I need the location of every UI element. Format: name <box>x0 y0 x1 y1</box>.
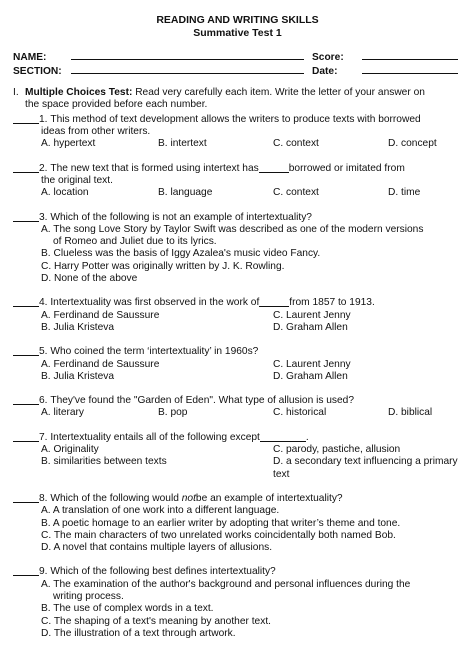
score-field[interactable] <box>362 50 458 60</box>
options <box>13 310 462 335</box>
option-d: D. biblical <box>388 407 433 419</box>
student-info-header <box>13 50 462 78</box>
option-c: C. historical <box>273 407 327 419</box>
option-b: B. pop <box>158 407 188 419</box>
option-c: C. context <box>273 187 319 199</box>
date-field[interactable] <box>362 64 458 74</box>
question-3 <box>13 212 462 286</box>
option-b: B. Julia Kristeva <box>41 321 115 333</box>
option-a-cont: writing process. <box>53 591 124 603</box>
question-5 <box>13 346 462 383</box>
option-c: C. The main characters of two unrelated works coincidentally both named Bob. <box>41 529 396 541</box>
option-a: A. The song Love Story by Taylor Swift was described as one of the modern versions <box>41 223 424 235</box>
option-a: A. literary <box>41 407 85 419</box>
option-b: B. language <box>158 187 213 199</box>
option-b: B. Julia Kristeva <box>41 370 115 382</box>
option-b: B. The use of complex words in a text. <box>41 603 214 615</box>
question-number: 9. <box>39 566 48 578</box>
option-c: C. The shaping of a text's meaning by another text. <box>41 615 271 627</box>
question-text: the original text. <box>41 175 113 186</box>
question-text: ideas from other writers. <box>41 126 151 138</box>
instructions <box>13 87 462 112</box>
option-a: A. Originality <box>41 444 99 456</box>
option-a: A. A translation of one work into a different language. <box>41 505 280 517</box>
question-9 <box>13 566 462 640</box>
option-a: A. Ferdinand de Saussure <box>41 309 160 321</box>
option-c: C. parody, pastiche, allusion <box>273 444 401 456</box>
instructions-text-2: the space provided before each number. <box>25 99 208 111</box>
option-b: B. A poetic homage to an earlier writer by adopting that writer’s theme and tone. <box>41 517 401 529</box>
name-label: NAME: <box>13 52 47 63</box>
option-b: B. similarities between texts <box>41 456 167 468</box>
section-label: SECTION: <box>13 66 62 77</box>
option-d: D. Graham Allen <box>273 370 348 382</box>
question-text: Which of the following would <box>50 492 179 504</box>
inline-blank[interactable] <box>259 163 289 173</box>
question-number: 7. <box>39 431 48 443</box>
question-number: 5. <box>39 346 48 358</box>
option-a: A. hypertext <box>41 138 96 150</box>
option-c: C. Laurent Jenny <box>273 358 351 370</box>
question-emphasis: not <box>181 492 196 504</box>
question-1 <box>13 114 462 151</box>
question-text: This method of text development allows the writers to produce texts with borrowed <box>50 113 421 125</box>
question-number: 6. <box>39 395 48 407</box>
section-date-row <box>13 64 462 78</box>
answer-blank[interactable] <box>13 346 39 356</box>
question-text: Which of the following best defines intertextuality? <box>50 566 276 578</box>
question-2 <box>13 163 462 200</box>
inline-blank[interactable] <box>259 297 289 307</box>
name-score-row <box>13 50 462 64</box>
option-d: D. Graham Allen <box>273 321 348 333</box>
answer-blank[interactable] <box>13 297 39 307</box>
option-d: D. A novel that contains multiple layers of allusions. <box>41 542 273 554</box>
option-b: B. intertext <box>158 138 207 150</box>
option-c: C. Harry Potter was originally written by J. K. Rowling. <box>41 260 285 272</box>
question-text: Who coined the term ‘intertextuality’ in 1960s? <box>50 346 259 358</box>
answer-blank[interactable] <box>13 114 39 124</box>
option-d: D. a secondary text influencing a primary text <box>273 456 458 480</box>
option-c: C. Laurent Jenny <box>273 309 351 321</box>
page-title: READING AND WRITING SKILLS <box>156 14 319 26</box>
option-d: D. concept <box>388 138 437 150</box>
answer-blank[interactable] <box>13 493 39 503</box>
question-7 <box>13 432 462 481</box>
name-field[interactable] <box>71 50 304 60</box>
options <box>13 187 462 199</box>
option-a: A. The examination of the author's background and personal influences during the <box>41 578 411 590</box>
question-8 <box>13 493 462 554</box>
question-text: borrowed or imitated from <box>288 162 405 174</box>
options <box>13 359 462 384</box>
section-field[interactable] <box>71 64 304 74</box>
question-6 <box>13 395 462 420</box>
question-text: The new text that is formed using intertext has <box>50 162 259 174</box>
instructions-text-1: Read very carefully each item. Write the letter of your answer on <box>132 87 425 98</box>
question-4 <box>13 297 462 334</box>
answer-blank[interactable] <box>13 163 39 173</box>
option-a: A. Ferdinand de Saussure <box>41 358 160 370</box>
option-a: A. location <box>41 187 89 199</box>
question-text: . <box>305 431 309 443</box>
option-c: C. context <box>273 138 319 150</box>
option-d: D. time <box>388 187 421 199</box>
inline-blank[interactable] <box>260 432 306 442</box>
options <box>13 444 462 481</box>
answer-blank[interactable] <box>13 432 39 442</box>
question-number: 4. <box>39 297 48 309</box>
score-label: Score: <box>312 52 344 63</box>
question-text: They've found the "Garden of Eden". What type of allusion is used? <box>50 395 355 407</box>
question-number: 3. <box>39 211 48 223</box>
options <box>13 407 462 419</box>
answer-blank[interactable] <box>13 212 39 222</box>
question-text: from 1857 to 1913. <box>289 297 375 309</box>
date-label: Date: <box>312 66 338 77</box>
part-number: I. <box>13 87 19 98</box>
question-text: Intertextuality was first observed in the work of <box>50 297 260 309</box>
option-d: D. The illustration of a text through artwork. <box>41 627 236 639</box>
page-subtitle: Summative Test 1 <box>193 27 282 39</box>
option-d: D. None of the above <box>41 273 138 285</box>
part-label: Multiple Choices Test: <box>25 87 133 98</box>
options <box>13 138 462 150</box>
question-text: Which of the following is not an example of intertextuality? <box>50 211 312 223</box>
answer-blank[interactable] <box>13 566 39 576</box>
question-number: 2. <box>39 162 48 174</box>
question-number: 1. <box>39 113 48 125</box>
question-text: Intertextuality entails all of the following except <box>50 431 260 443</box>
option-b: B. Clueless was the basis of Iggy Azalea's music video Fancy. <box>41 248 321 260</box>
option-a-cont: of Romeo and Juliet due to its lyrics. <box>53 236 217 248</box>
question-text: be an example of intertextuality? <box>195 492 343 504</box>
answer-blank[interactable] <box>13 395 39 405</box>
question-number: 8. <box>39 492 48 504</box>
